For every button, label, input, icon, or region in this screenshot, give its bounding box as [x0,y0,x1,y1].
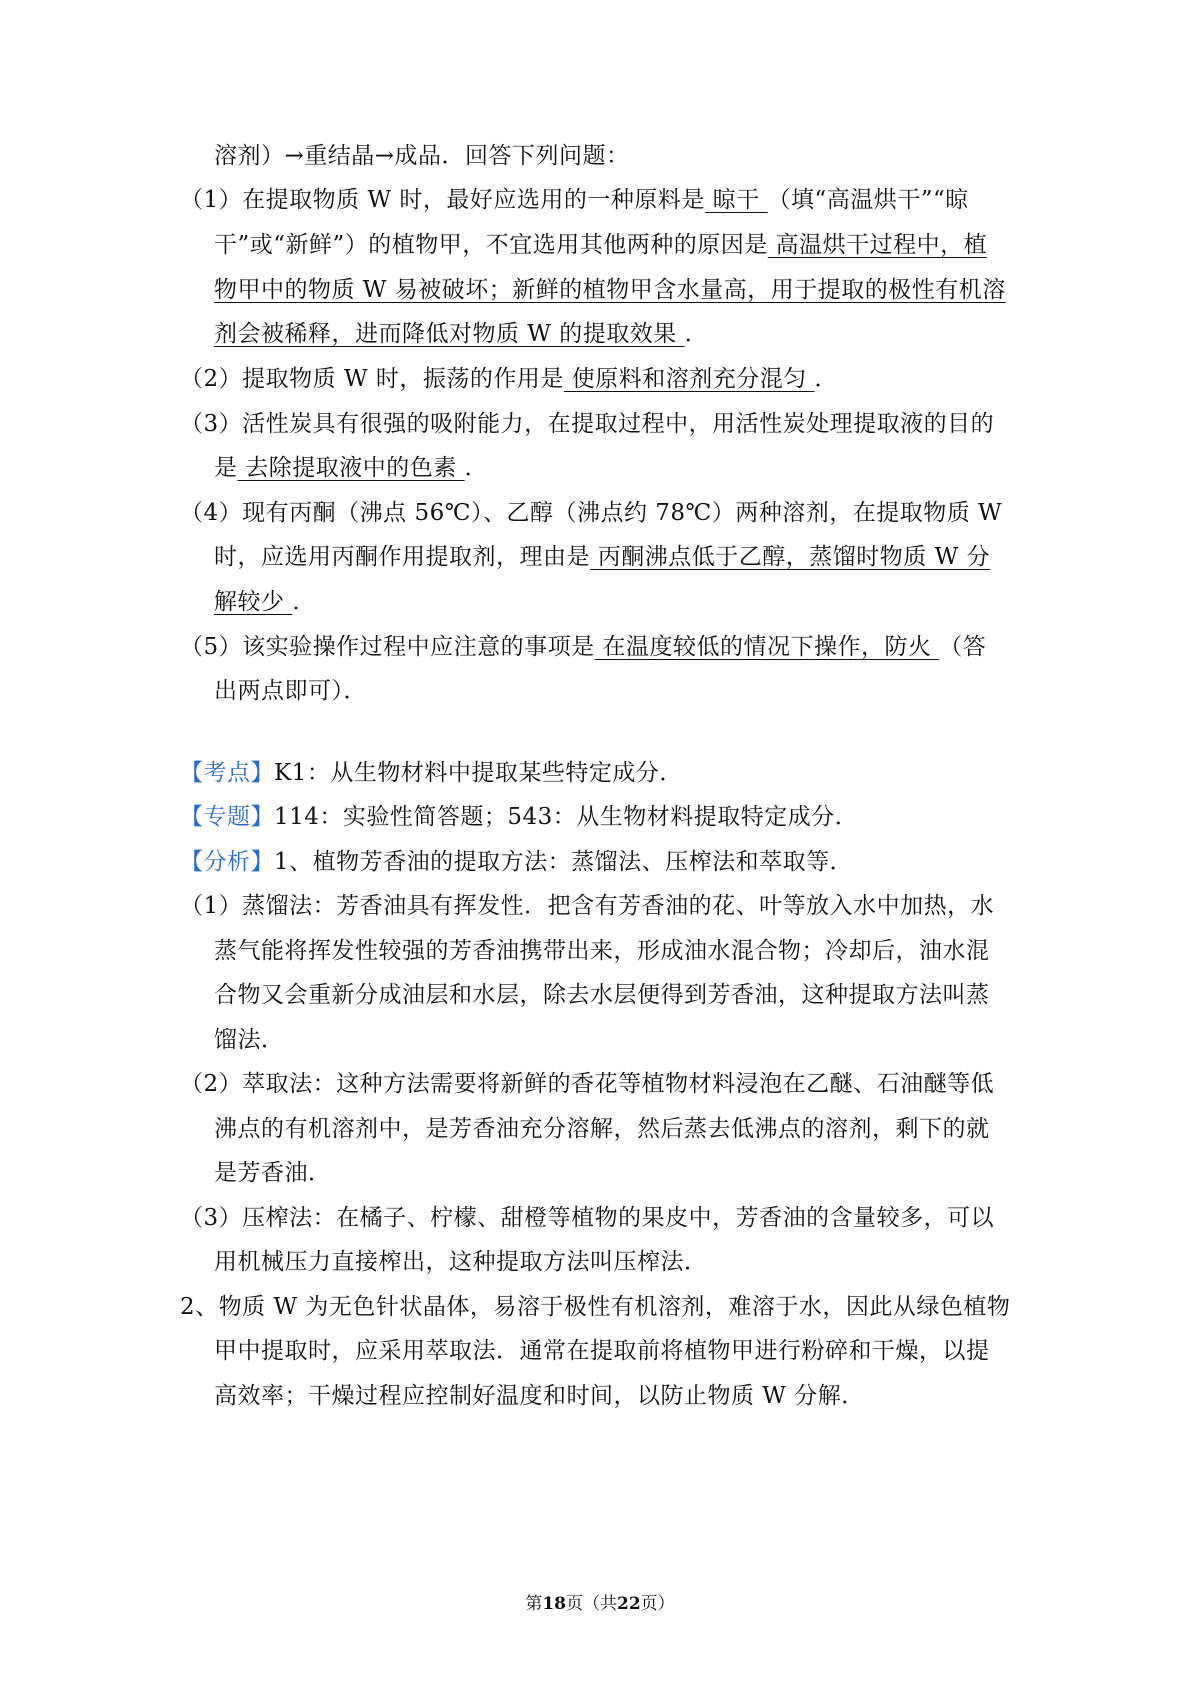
text-line [214,1246,708,1278]
text-segment: 溶剂）→重结晶→成品．回答下列问题： [214,143,630,169]
text-line [214,318,708,350]
text-line [214,675,367,707]
text-line [214,1113,990,1145]
text-line [214,935,990,967]
text-segment: （3）活性炭具有很强的吸附能力，在提取过程中，用活性炭处理提取液的目的 [180,411,995,437]
text-line [214,1024,285,1056]
answer-text: 晾干 [704,187,768,213]
text-segment: ． [292,589,316,615]
text-line [180,1291,1010,1323]
text-line [180,890,994,922]
answer-text: 丙酮沸点低于乙醇，蒸馏时物质 W 分 [590,544,991,570]
text-segment: （3）压榨法：在橘子、柠檬、甜橙等植物的果皮中，芳香油的含量较多，可以 [180,1205,995,1231]
text-segment: 114：实验性简答题；543：从生物材料提取特定成分． [274,804,859,830]
section-tag: 【专题】 [180,804,274,830]
text-line [214,274,1006,306]
text-line [214,1380,865,1412]
text-segment: 用机械压力直接榨出，这种提取方法叫压榨法． [214,1249,708,1275]
text-line [214,586,316,618]
text-segment: 干”或“新鲜”）的植物甲，不宜选用其他两种的原因是 [214,232,768,258]
text-line [214,452,488,484]
text-line [214,1157,332,1189]
text-segment: 合物又会重新分成油层和水层，除去水层便得到芳香油，这种提取方法叫蒸 [214,982,990,1008]
text-line [180,363,838,395]
text-segment: （2）萃取法：这种方法需要将新鲜的香花等植物材料浸泡在乙醚、石油醚等低 [180,1071,995,1097]
text-line [180,1202,994,1234]
text-segment: 是芳香油． [214,1160,332,1186]
footer-total-pages: 22 [617,1594,641,1614]
text-segment: （1）在提取物质 W 时，最好应选用的一种原料是 [180,187,705,213]
text-segment: （5）该实验操作过程中应注意的事项是 [180,634,595,660]
text-line [214,979,990,1011]
text-line [180,184,969,216]
answer-text: 去除提取液中的色素 [237,455,465,481]
text-segment: （2）提取物质 W 时，振荡的作用是 [180,366,564,392]
text-line [180,497,1002,529]
text-segment: 甲中提取时，应采用萃取法．通常在提取前将植物甲进行粉碎和干燥，以提 [214,1338,990,1364]
text-segment: （4）现有丙酮（沸点 56℃）、乙醇（沸点约 78℃）两种溶剂，在提取物质 W [180,500,1003,526]
text-segment: ． [814,366,839,392]
footer-middle: 页（共 [566,1594,617,1614]
answer-text: 高温烘干过程中，植 [767,232,988,258]
text-segment: ． [684,321,709,347]
text-line [214,140,630,172]
text-segment: 沸点的有机溶剂中，是芳香油充分溶解，然后蒸去低沸点的溶剂，剩下的就 [214,1116,990,1142]
footer-prefix: 第 [525,1594,543,1614]
answer-text: 在温度较低的情况下操作，防火 [594,634,940,660]
text-segment: ． [464,455,489,481]
answer-text: 剂会被稀释，进而降低对物质 W 的提取效果 [214,321,685,347]
text-segment: 蒸气能将挥发性较强的芳香油携带出来，形成油水混合物；冷却后，油水混 [214,938,990,964]
text-segment: （答 [939,634,987,660]
text-segment: 出两点即可）． [214,678,367,704]
text-segment: 是 [214,455,238,481]
text-segment: 时，应选用丙酮作用提取剂，理由是 [214,544,590,570]
answer-text: 解较少 [214,589,293,615]
footer-suffix: 页） [640,1594,675,1614]
text-line [214,1335,990,1367]
text-line [180,757,683,789]
section-tag: 【分析】 [180,849,274,875]
answer-text: 使原料和溶剂充分混匀 [563,366,815,392]
text-segment: K1：从生物材料中提取某些特定成分． [274,760,683,786]
text-line [214,229,987,261]
text-line [180,846,853,878]
page-footer [0,1592,1200,1616]
footer-page-number: 18 [542,1594,566,1614]
section-tag: 【考点】 [180,760,274,786]
text-segment: 2、物质 W 为无色针状晶体，易溶于极性有机溶剂，难溶于水，因此从绿色植物 [180,1294,1011,1320]
text-segment: 1、植物芳香油的提取方法：蒸馏法、压榨法和萃取等． [274,849,854,875]
text-line [180,801,858,833]
text-line [180,631,986,663]
text-segment: 馏法． [214,1027,285,1053]
text-segment: 高效率；干燥过程应控制好温度和时间，以防止物质 W 分解． [214,1383,865,1409]
text-line [180,1068,994,1100]
text-line [214,541,990,573]
text-segment: （填“高温烘干”“晾 [767,187,969,213]
text-segment: （1）蒸馏法：芳香油具有挥发性．把含有芳香油的花、叶等放入水中加热，水 [180,893,995,919]
text-line [180,408,994,440]
answer-text: 物甲中的物质 W 易被破坏；新鲜的植物甲含水量高，用于提取的极性有机溶 [214,277,1006,303]
